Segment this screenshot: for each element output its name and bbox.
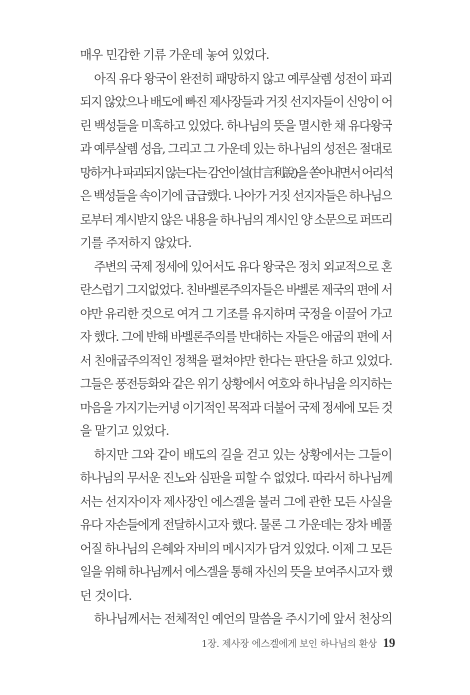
page-number: 19 xyxy=(382,636,395,650)
text-line: 기를 주저하지 않았다. xyxy=(80,236,192,250)
text-line: 서는 선지자이자 제사장인 에스겔을 불러 그에 관한 모든 사실을 xyxy=(80,494,392,509)
text-line: 던 것이다. xyxy=(80,588,132,603)
text-line: 과 예루살렘 성읍, 그리고 그 가운데 있는 하나님의 성전은 절대로 xyxy=(80,142,392,156)
text-line: 그들은 풍전등화와 같은 위기 상황에서 여호와 하나님을 의지하는 xyxy=(80,377,392,391)
text-line: 하지만 그와 같이 배도의 길을 걷고 있는 상황에서는 그들이 xyxy=(94,447,392,462)
body-text xyxy=(80,44,392,632)
text-line: 주변의 국제 정세에 있어서도 유다 왕국은 정치 외교적으로 혼 xyxy=(94,259,392,274)
text-line: 란스럽기 그지없었다. 친바벨론주의자들은 바벨론 제국의 편에 서 xyxy=(80,283,392,297)
text-line: 서 친애굽주의적인 정책을 펼쳐야만 한다는 판단을 하고 있었다. xyxy=(80,353,392,368)
text-line: 망하거나 파괴되지 않는다는 감언이설(甘言利說)을 쏟아내면서 어리석 xyxy=(80,165,392,180)
text-line: 하나님께서는 전체적인 예언의 말씀을 주시기에 앞서 천상의 xyxy=(94,612,392,626)
text-line: 마음을 가지기는커녕 이기적인 목적과 더불어 국제 정세에 모든 것 xyxy=(80,400,392,415)
text-line: 하나님의 무서운 진노와 심판을 피할 수 없었다. 따라서 하나님께 xyxy=(80,471,392,485)
page-footer xyxy=(202,636,395,651)
text-line: 야만 유리한 것으로 여겨 그 기조를 유지하며 국정을 이끌어 가고 xyxy=(80,306,392,321)
running-title: 1장. 제사장 에스겔에게 보인 하나님의 환상 xyxy=(201,639,377,650)
text-line: 린 백성들을 미혹하고 있었다. 하나님의 뜻을 멸시한 채 유다왕국 xyxy=(80,118,392,133)
text-line: 로부터 계시받지 않은 내용을 하나님의 계시인 양 소문으로 퍼뜨리 xyxy=(80,212,392,227)
text-line: 매우 민감한 기류 가운데 놓여 있었다. xyxy=(80,48,270,62)
text-line: 아직 유다 왕국이 완전히 패망하지 않고 예루살렘 성전이 파괴 xyxy=(94,71,392,86)
text-line: 일을 위해 하나님께서 에스겔을 통해 자신의 뜻을 보여주시고자 했 xyxy=(80,565,392,579)
text-line: 유다 자손들에게 전달하시고자 했다. 물론 그 가운데는 장차 베풀 xyxy=(80,518,392,532)
text-line: 은 백성들을 속이기에 급급했다. 나아가 거짓 선지자들은 하나님으 xyxy=(80,189,392,203)
text-line: 어질 하나님의 은혜와 자비의 메시지가 담겨 있었다. 이제 그 모든 xyxy=(80,541,392,556)
text-line: 되지 않았으나 배도에 빠진 제사장들과 거짓 선지자들이 신앙이 어 xyxy=(80,95,392,109)
text-line: 을 맡기고 있었다. xyxy=(80,424,169,438)
text-line: 자 했다. 그에 반해 바벨론주의를 반대하는 자들은 애굽의 편에 서 xyxy=(80,330,392,344)
